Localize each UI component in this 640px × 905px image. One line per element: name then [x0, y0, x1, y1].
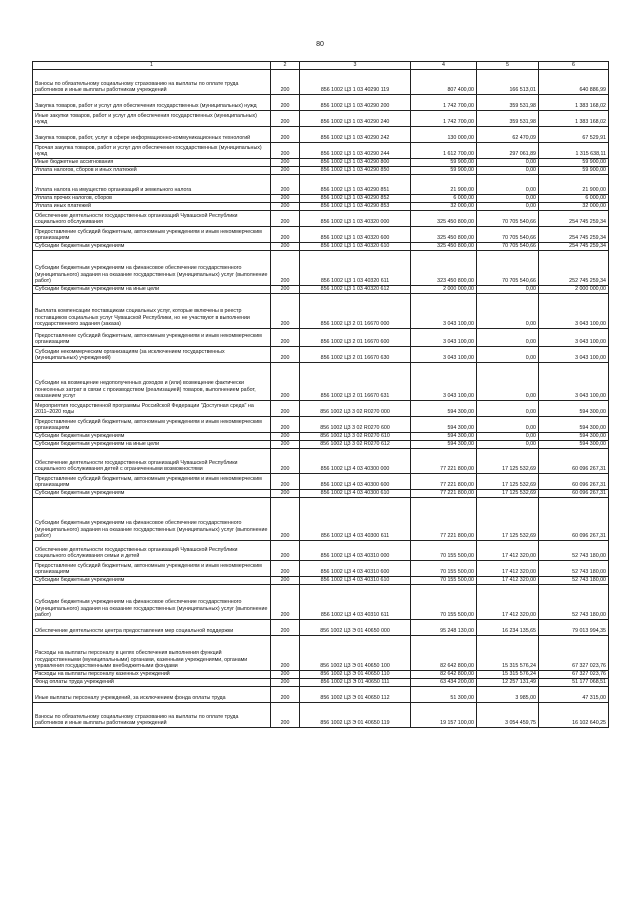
row-budget-code: 856 1002 Ц3 4 03 40300 000	[300, 449, 411, 474]
row-name: Иные выплаты персоналу учреждений, за исключением фонда оплаты труда	[33, 687, 271, 703]
row-executed-amount: 16 234 135,65	[477, 620, 539, 636]
row-admin-code: 200	[271, 671, 300, 679]
row-approved-amount: 3 043 100,00	[411, 363, 477, 401]
row-remaining-amount: 51 177 068,51	[539, 679, 609, 687]
table-row	[33, 243, 609, 251]
table-row	[33, 671, 609, 679]
budget-table-body	[33, 62, 609, 728]
table-row	[33, 329, 609, 347]
row-name: Уплата налога на имущество организаций и земельного налога	[33, 175, 271, 195]
row-name: Субсидии на возмещение недополученных доходов и (или) возмещение фактически понесенных затрат в связи с производством (реализацией) товаров, выполнением работ, оказанием услуг	[33, 363, 271, 401]
row-admin-code: 200	[271, 243, 300, 251]
table-row	[33, 433, 609, 441]
row-approved-amount: 594 300,00	[411, 433, 477, 441]
row-admin-code: 200	[271, 211, 300, 227]
row-executed-amount: 0,00	[477, 167, 539, 175]
column-header-4: 4	[411, 62, 477, 70]
table-row	[33, 417, 609, 433]
table-row	[33, 111, 609, 127]
row-budget-code: 856 1002 Ц3 1 03 40290 119	[300, 70, 411, 95]
row-executed-amount: 359 531,98	[477, 95, 539, 111]
row-approved-amount: 51 300,00	[411, 687, 477, 703]
row-remaining-amount: 1 383 168,02	[539, 111, 609, 127]
row-admin-code: 200	[271, 687, 300, 703]
table-row	[33, 143, 609, 159]
row-executed-amount: 70 705 540,66	[477, 243, 539, 251]
row-remaining-amount: 52 743 180,00	[539, 561, 609, 577]
column-number-row	[33, 62, 609, 70]
row-budget-code: 856 1002 Ц3 1 03 40320 000	[300, 211, 411, 227]
row-remaining-amount: 254 745 259,34	[539, 243, 609, 251]
row-remaining-amount: 3 043 100,00	[539, 363, 609, 401]
row-budget-code: 856 1002 Ц3 1 03 40290 240	[300, 111, 411, 127]
row-remaining-amount: 2 000 000,00	[539, 286, 609, 294]
row-admin-code: 200	[271, 294, 300, 329]
table-row	[33, 441, 609, 449]
row-approved-amount: 323 450 800,00	[411, 251, 477, 286]
row-budget-code: 856 1002 Ц3 2 01 16670 600	[300, 329, 411, 347]
row-name: Субсидии бюджетным учреждениям на иные цели	[33, 286, 271, 294]
table-row	[33, 167, 609, 175]
row-admin-code: 200	[271, 159, 300, 167]
row-remaining-amount: 52 743 180,00	[539, 585, 609, 620]
row-remaining-amount: 52 743 180,00	[539, 541, 609, 561]
row-executed-amount: 0,00	[477, 441, 539, 449]
row-approved-amount: 3 043 100,00	[411, 294, 477, 329]
row-budget-code: 856 1002 Ц3 4 03 40310 610	[300, 577, 411, 585]
row-budget-code: 856 1002 Ц3 1 03 40290 244	[300, 143, 411, 159]
row-admin-code: 200	[271, 363, 300, 401]
row-name: Иные бюджетные ассигнования	[33, 159, 271, 167]
table-row	[33, 449, 609, 474]
row-remaining-amount: 60 096 267,31	[539, 449, 609, 474]
row-name: Закупка товаров, работ и услуг для обеспечения государственных (муниципальных) нужд	[33, 95, 271, 111]
table-row	[33, 577, 609, 585]
row-approved-amount: 594 300,00	[411, 441, 477, 449]
row-budget-code: 856 1002 Ц3 3 02 R0270 610	[300, 433, 411, 441]
row-remaining-amount: 594 300,00	[539, 433, 609, 441]
row-admin-code: 200	[271, 251, 300, 286]
row-remaining-amount: 594 300,00	[539, 441, 609, 449]
table-row	[33, 175, 609, 195]
row-approved-amount: 1 742 700,00	[411, 111, 477, 127]
row-admin-code: 200	[271, 490, 300, 498]
row-budget-code: 856 1002 Ц3 1 03 40290 851	[300, 175, 411, 195]
row-approved-amount: 77 221 800,00	[411, 449, 477, 474]
row-admin-code: 200	[271, 541, 300, 561]
row-budget-code: 856 1002 Ц3 4 03 40300 611	[300, 498, 411, 541]
row-remaining-amount: 594 300,00	[539, 401, 609, 417]
row-name: Предоставление субсидий бюджетным, автономным учреждениям и иным некоммерческим организациям	[33, 417, 271, 433]
row-name: Субсидии некоммерческим организациям (за исключением государственных (муниципальных) учреждений)	[33, 347, 271, 363]
row-approved-amount: 70 155 500,00	[411, 577, 477, 585]
table-row	[33, 679, 609, 687]
row-budget-code: 856 1002 Ц3 Э 01 40650 119	[300, 703, 411, 728]
row-budget-code: 856 1002 Ц3 1 03 40290 242	[300, 127, 411, 143]
row-admin-code: 200	[271, 127, 300, 143]
row-executed-amount: 0,00	[477, 363, 539, 401]
table-row	[33, 490, 609, 498]
row-remaining-amount: 6 000,00	[539, 195, 609, 203]
row-approved-amount: 3 043 100,00	[411, 347, 477, 363]
row-budget-code: 856 1002 Ц3 Э 01 40650 112	[300, 687, 411, 703]
row-name: Обеспечение деятельности центра предоставления мер социальной поддержки	[33, 620, 271, 636]
row-name: Субсидии бюджетным учреждениям	[33, 577, 271, 585]
table-row	[33, 703, 609, 728]
row-approved-amount: 70 155 500,00	[411, 541, 477, 561]
row-name: Субсидии бюджетным учреждениям	[33, 490, 271, 498]
row-executed-amount: 70 705 540,66	[477, 227, 539, 243]
row-budget-code: 856 1002 Ц3 1 03 40290 200	[300, 95, 411, 111]
row-approved-amount: 1 612 700,00	[411, 143, 477, 159]
row-remaining-amount: 252 745 259,34	[539, 251, 609, 286]
row-name: Обеспечение деятельности государственных организаций Чувашской Республики социального обслуживания семьи и детей	[33, 541, 271, 561]
row-budget-code: 856 1002 Ц3 2 01 16670 631	[300, 363, 411, 401]
row-name: Обеспечение деятельности государственных организаций Чувашской Республики социального обслуживания	[33, 211, 271, 227]
row-remaining-amount: 3 043 100,00	[539, 294, 609, 329]
row-remaining-amount: 1 315 638,11	[539, 143, 609, 159]
row-admin-code: 200	[271, 401, 300, 417]
row-executed-amount: 17 412 320,00	[477, 541, 539, 561]
row-remaining-amount: 67 327 023,76	[539, 636, 609, 671]
row-admin-code: 200	[271, 70, 300, 95]
row-budget-code: 856 1002 Ц3 4 03 40300 600	[300, 474, 411, 490]
table-row	[33, 347, 609, 363]
row-admin-code: 200	[271, 417, 300, 433]
row-name: Предоставление субсидий бюджетным, автономным учреждениям и иным некоммерческим организациям	[33, 474, 271, 490]
row-admin-code: 200	[271, 620, 300, 636]
row-approved-amount: 77 221 800,00	[411, 498, 477, 541]
column-header-2: 2	[271, 62, 300, 70]
row-approved-amount: 2 000 000,00	[411, 286, 477, 294]
row-executed-amount: 12 257 131,49	[477, 679, 539, 687]
row-executed-amount: 17 125 532,69	[477, 449, 539, 474]
row-executed-amount: 62 470,09	[477, 127, 539, 143]
row-name: Уплата налогов, сборов и иных платежей	[33, 167, 271, 175]
row-budget-code: 856 1002 Ц3 4 03 40310 600	[300, 561, 411, 577]
row-remaining-amount: 1 383 168,02	[539, 95, 609, 111]
table-row	[33, 498, 609, 541]
row-approved-amount: 19 157 100,00	[411, 703, 477, 728]
row-name: Субсидии бюджетным учреждениям на иные цели	[33, 441, 271, 449]
table-row	[33, 561, 609, 577]
table-row	[33, 363, 609, 401]
row-executed-amount: 17 412 320,00	[477, 561, 539, 577]
row-admin-code: 200	[271, 585, 300, 620]
row-approved-amount: 594 300,00	[411, 417, 477, 433]
row-budget-code: 856 1002 Ц3 1 03 40320 610	[300, 243, 411, 251]
row-approved-amount: 130 000,00	[411, 127, 477, 143]
row-name: Закупка товаров, работ, услуг в сфере информационно-коммуникационных технологий	[33, 127, 271, 143]
column-header-6: 6	[539, 62, 609, 70]
row-approved-amount: 325 450 800,00	[411, 243, 477, 251]
row-admin-code: 200	[271, 636, 300, 671]
row-name: Субсидии бюджетным учреждениям на финансовое обеспечение государственного (муниципального) задания на оказание государственных (муниципальных) услуг (выполнение работ)	[33, 498, 271, 541]
row-admin-code: 200	[271, 441, 300, 449]
row-name: Предоставление субсидий бюджетным, автономным учреждениям и иным некоммерческим организациям	[33, 329, 271, 347]
column-header-1: 1	[33, 62, 271, 70]
row-executed-amount: 0,00	[477, 294, 539, 329]
row-executed-amount: 17 412 320,00	[477, 585, 539, 620]
row-remaining-amount: 254 745 259,34	[539, 211, 609, 227]
table-row	[33, 620, 609, 636]
row-executed-amount: 166 513,01	[477, 70, 539, 95]
row-name: Взносы по обязательному социальному страхованию на выплаты по оплате труда работников и иные выплаты работникам учреждений	[33, 703, 271, 728]
row-executed-amount: 0,00	[477, 195, 539, 203]
row-executed-amount: 0,00	[477, 417, 539, 433]
table-row	[33, 636, 609, 671]
table-row	[33, 585, 609, 620]
row-remaining-amount: 60 096 267,31	[539, 474, 609, 490]
row-executed-amount: 17 125 532,69	[477, 474, 539, 490]
row-approved-amount: 807 400,00	[411, 70, 477, 95]
row-remaining-amount: 3 043 100,00	[539, 329, 609, 347]
row-name: Взносы по обязательному социальному страхованию на выплаты по оплате труда работников и иные выплаты работникам учреждений	[33, 70, 271, 95]
row-approved-amount: 594 300,00	[411, 401, 477, 417]
row-admin-code: 200	[271, 347, 300, 363]
row-remaining-amount: 67 529,91	[539, 127, 609, 143]
row-executed-amount: 0,00	[477, 329, 539, 347]
row-executed-amount: 70 705 540,66	[477, 211, 539, 227]
row-name: Предоставление субсидий бюджетным, автономным учреждениям и иным некоммерческим организациям	[33, 227, 271, 243]
row-budget-code: 856 1002 Ц3 1 03 40290 800	[300, 159, 411, 167]
row-executed-amount: 0,00	[477, 347, 539, 363]
row-executed-amount: 15 315 576,24	[477, 636, 539, 671]
row-name: Субсидии бюджетным учреждениям на финансовое обеспечение государственного (муниципального) задания на оказание государственных (муниципальных) услуг (выполнение работ)	[33, 251, 271, 286]
table-row	[33, 127, 609, 143]
row-budget-code: 856 1002 Ц3 3 02 R0270 600	[300, 417, 411, 433]
row-approved-amount: 70 155 500,00	[411, 585, 477, 620]
row-name: Фонд оплаты труда учреждений	[33, 679, 271, 687]
row-executed-amount: 15 315 576,24	[477, 671, 539, 679]
row-executed-amount: 297 061,89	[477, 143, 539, 159]
row-executed-amount: 0,00	[477, 203, 539, 211]
row-admin-code: 200	[271, 474, 300, 490]
row-admin-code: 200	[271, 433, 300, 441]
row-remaining-amount: 3 043 100,00	[539, 347, 609, 363]
row-remaining-amount: 60 096 267,31	[539, 490, 609, 498]
row-admin-code: 200	[271, 449, 300, 474]
row-approved-amount: 1 742 700,00	[411, 95, 477, 111]
row-admin-code: 200	[271, 329, 300, 347]
row-approved-amount: 70 155 500,00	[411, 561, 477, 577]
row-admin-code: 200	[271, 203, 300, 211]
row-budget-code: 856 1002 Ц3 Э 01 40650 110	[300, 671, 411, 679]
row-budget-code: 856 1002 Ц3 2 01 16670 630	[300, 347, 411, 363]
row-name: Расходы на выплаты персоналу казенных учреждений	[33, 671, 271, 679]
row-admin-code: 200	[271, 227, 300, 243]
column-header-3: 3	[300, 62, 411, 70]
row-approved-amount: 77 221 800,00	[411, 474, 477, 490]
row-executed-amount: 0,00	[477, 175, 539, 195]
row-admin-code: 200	[271, 577, 300, 585]
row-budget-code: 856 1002 Ц3 1 03 40320 611	[300, 251, 411, 286]
row-budget-code: 856 1002 Ц3 Э 01 40650 100	[300, 636, 411, 671]
row-admin-code: 200	[271, 561, 300, 577]
table-row	[33, 474, 609, 490]
table-row	[33, 401, 609, 417]
row-budget-code: 856 1002 Ц3 1 03 40290 850	[300, 167, 411, 175]
row-approved-amount: 82 642 800,00	[411, 636, 477, 671]
row-budget-code: 856 1002 Ц3 Э 01 40650 111	[300, 679, 411, 687]
row-budget-code: 856 1002 Ц3 Э 01 40650 000	[300, 620, 411, 636]
row-name: Субсидии бюджетным учреждениям	[33, 243, 271, 251]
row-budget-code: 856 1002 Ц3 1 03 40320 612	[300, 286, 411, 294]
row-approved-amount: 325 450 800,00	[411, 227, 477, 243]
row-name: Субсидии бюджетным учреждениям	[33, 433, 271, 441]
row-approved-amount: 77 221 800,00	[411, 490, 477, 498]
table-row	[33, 211, 609, 227]
row-remaining-amount: 47 315,00	[539, 687, 609, 703]
table-row	[33, 159, 609, 167]
row-approved-amount: 6 000,00	[411, 195, 477, 203]
row-remaining-amount: 59 900,00	[539, 167, 609, 175]
row-executed-amount: 0,00	[477, 433, 539, 441]
row-budget-code: 856 1002 Ц3 3 02 R0270 000	[300, 401, 411, 417]
table-row	[33, 95, 609, 111]
row-name: Субсидии бюджетным учреждениям на финансовое обеспечение государственного (муниципального) задания на оказание государственных (муниципальных) услуг (выполнение работ)	[33, 585, 271, 620]
row-admin-code: 200	[271, 498, 300, 541]
row-remaining-amount: 79 013 994,35	[539, 620, 609, 636]
row-admin-code: 200	[271, 175, 300, 195]
row-remaining-amount: 594 300,00	[539, 417, 609, 433]
row-name: Прочая закупка товаров, работ и услуг для обеспечения государственных (муниципальных) нужд	[33, 143, 271, 159]
row-name: Расходы на выплаты персоналу в целях обеспечения выполнения функций государственными (муниципальными) органами, казенными учреждениями, органами управления государственными внебюджетными фондами	[33, 636, 271, 671]
column-header-5: 5	[477, 62, 539, 70]
table-row	[33, 541, 609, 561]
row-remaining-amount: 52 743 180,00	[539, 577, 609, 585]
row-admin-code: 200	[271, 679, 300, 687]
row-name: Иные закупки товаров, работ и услуг для обеспечения государственных (муниципальных) нужд	[33, 111, 271, 127]
table-row	[33, 203, 609, 211]
row-remaining-amount: 16 102 640,25	[539, 703, 609, 728]
row-approved-amount: 325 450 800,00	[411, 211, 477, 227]
table-row	[33, 70, 609, 95]
row-executed-amount: 3 985,00	[477, 687, 539, 703]
row-admin-code: 200	[271, 111, 300, 127]
table-row	[33, 251, 609, 286]
row-budget-code: 856 1002 Ц3 1 03 40290 853	[300, 203, 411, 211]
row-approved-amount: 63 434 200,00	[411, 679, 477, 687]
row-approved-amount: 32 000,00	[411, 203, 477, 211]
row-name: Выплата компенсации поставщикам социальных услуг, которые включены в реестр поставщиков социальных услуг Чувашской Республики, но не участвуют в выполнении государственного задания (заказа)	[33, 294, 271, 329]
row-remaining-amount: 640 886,99	[539, 70, 609, 95]
row-admin-code: 200	[271, 95, 300, 111]
row-budget-code: 856 1002 Ц3 4 03 40300 610	[300, 490, 411, 498]
budget-table	[32, 61, 609, 728]
row-admin-code: 200	[271, 195, 300, 203]
row-executed-amount: 17 125 532,69	[477, 490, 539, 498]
row-budget-code: 856 1002 Ц3 1 03 40320 600	[300, 227, 411, 243]
row-remaining-amount: 67 327 023,76	[539, 671, 609, 679]
row-executed-amount: 0,00	[477, 401, 539, 417]
row-approved-amount: 59 900,00	[411, 167, 477, 175]
row-admin-code: 200	[271, 167, 300, 175]
row-budget-code: 856 1002 Ц3 4 03 40310 000	[300, 541, 411, 561]
row-approved-amount: 82 642 800,00	[411, 671, 477, 679]
row-admin-code: 200	[271, 286, 300, 294]
row-name: Предоставление субсидий бюджетным, автономным учреждениям и иным некоммерческим организациям	[33, 561, 271, 577]
row-executed-amount: 359 531,98	[477, 111, 539, 127]
row-name: Обеспечение деятельности государственных организаций Чувашской Республики социального обслуживания детей с ограниченными возможностями	[33, 449, 271, 474]
row-admin-code: 200	[271, 703, 300, 728]
row-executed-amount: 0,00	[477, 159, 539, 167]
page-number: 80	[316, 41, 324, 48]
row-executed-amount: 3 054 459,75	[477, 703, 539, 728]
table-row	[33, 687, 609, 703]
row-budget-code: 856 1002 Ц3 3 02 R0270 612	[300, 441, 411, 449]
row-name: Уплата прочих налогов, сборов	[33, 195, 271, 203]
row-approved-amount: 3 043 100,00	[411, 329, 477, 347]
row-approved-amount: 95 248 130,00	[411, 620, 477, 636]
row-remaining-amount: 59 900,00	[539, 159, 609, 167]
row-remaining-amount: 32 000,00	[539, 203, 609, 211]
row-remaining-amount: 21 900,00	[539, 175, 609, 195]
row-approved-amount: 59 900,00	[411, 159, 477, 167]
row-budget-code: 856 1002 Ц3 2 01 16670 000	[300, 294, 411, 329]
row-remaining-amount: 60 096 267,31	[539, 498, 609, 541]
row-approved-amount: 21 900,00	[411, 175, 477, 195]
row-executed-amount: 17 125 532,69	[477, 498, 539, 541]
row-executed-amount: 70 705 540,66	[477, 251, 539, 286]
table-row	[33, 294, 609, 329]
row-name: Уплата иных платежей	[33, 203, 271, 211]
row-remaining-amount: 254 745 259,34	[539, 227, 609, 243]
table-row	[33, 227, 609, 243]
table-row	[33, 195, 609, 203]
row-executed-amount: 17 412 320,00	[477, 577, 539, 585]
table-row	[33, 286, 609, 294]
row-executed-amount: 0,00	[477, 286, 539, 294]
row-admin-code: 200	[271, 143, 300, 159]
row-budget-code: 856 1002 Ц3 4 03 40310 611	[300, 585, 411, 620]
row-budget-code: 856 1002 Ц3 1 03 40290 852	[300, 195, 411, 203]
row-name: Мероприятия государственной программы Российской Федерации "Доступная среда" на 2011–2020 годы	[33, 401, 271, 417]
